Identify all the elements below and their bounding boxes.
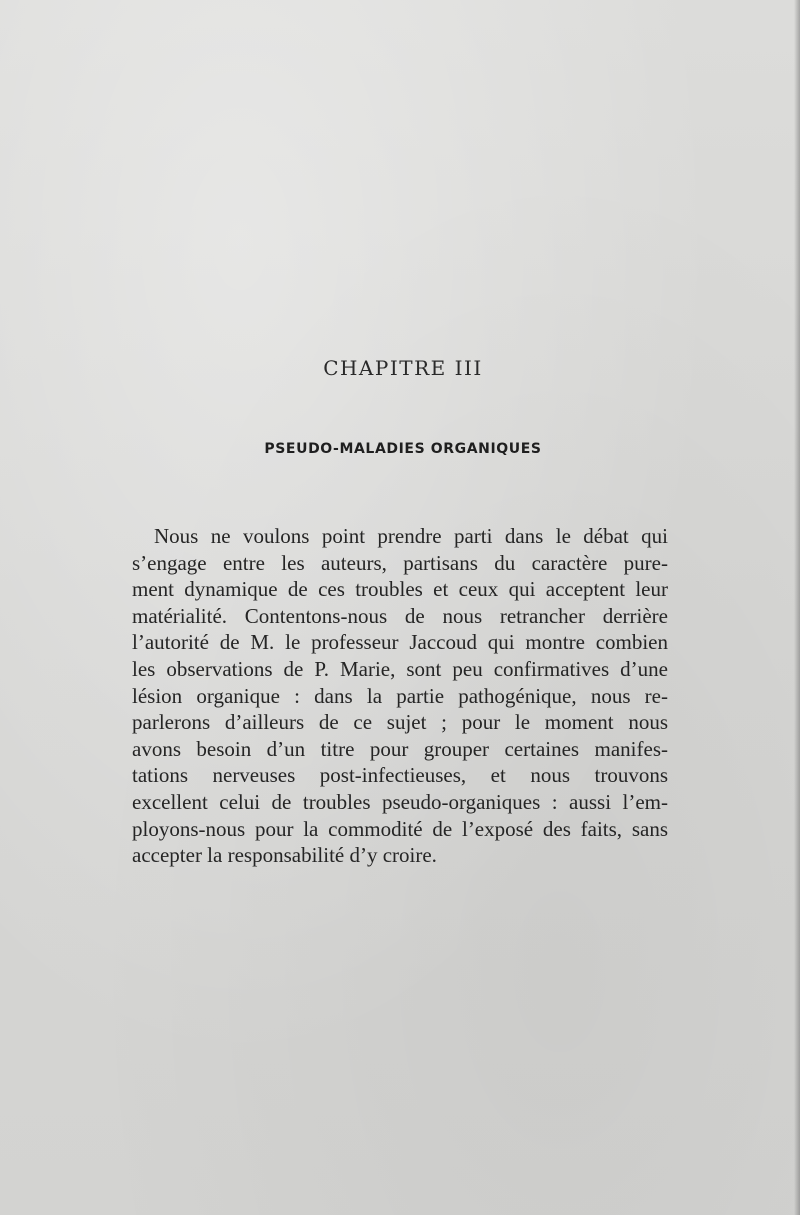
page-edge-shadow: [794, 0, 800, 1215]
body-paragraph: [132, 523, 668, 869]
paragraph-line: Nous ne voulons point prendre parti dans le débat qui: [154, 524, 668, 548]
chapter-title: CHAPITRE III: [323, 356, 483, 380]
paragraph-line: l’autorité de M. le professeur Jaccoud qui montre combien: [132, 630, 668, 655]
paragraph-line: avons besoin d’un titre pour grouper certaines manifes-: [132, 736, 668, 761]
paragraph-line: accepter la responsabilité d’y croire.: [132, 843, 437, 868]
paragraph-line: les observations de P. Marie, sont peu confirmatives d’une: [132, 656, 668, 681]
paragraph-line: parlerons d’ailleurs de ce sujet ; pour le moment nous: [132, 710, 668, 735]
paragraph-line: lésion organique : dans la partie pathogénique, nous re-: [132, 683, 668, 708]
paragraph-line: excellent celui de troubles pseudo-organiques : aussi l’em-: [132, 789, 668, 814]
paragraph-line: matérialité. Contentons-nous de nous retrancher derrière: [132, 603, 668, 628]
chapter-subtitle: PSEUDO-MALADIES ORGANIQUES: [264, 441, 542, 457]
paragraph-line: ment dynamique de ces troubles et ceux qui acceptent leur: [132, 577, 668, 602]
paragraph-line: s’engage entre les auteurs, partisans du caractère pure-: [132, 550, 668, 575]
paragraph-line: tations nerveuses post-infectieuses, et nous trouvons: [132, 763, 668, 788]
paragraph-line: ployons-nous pour la commodité de l’exposé des faits, sans: [132, 816, 668, 841]
